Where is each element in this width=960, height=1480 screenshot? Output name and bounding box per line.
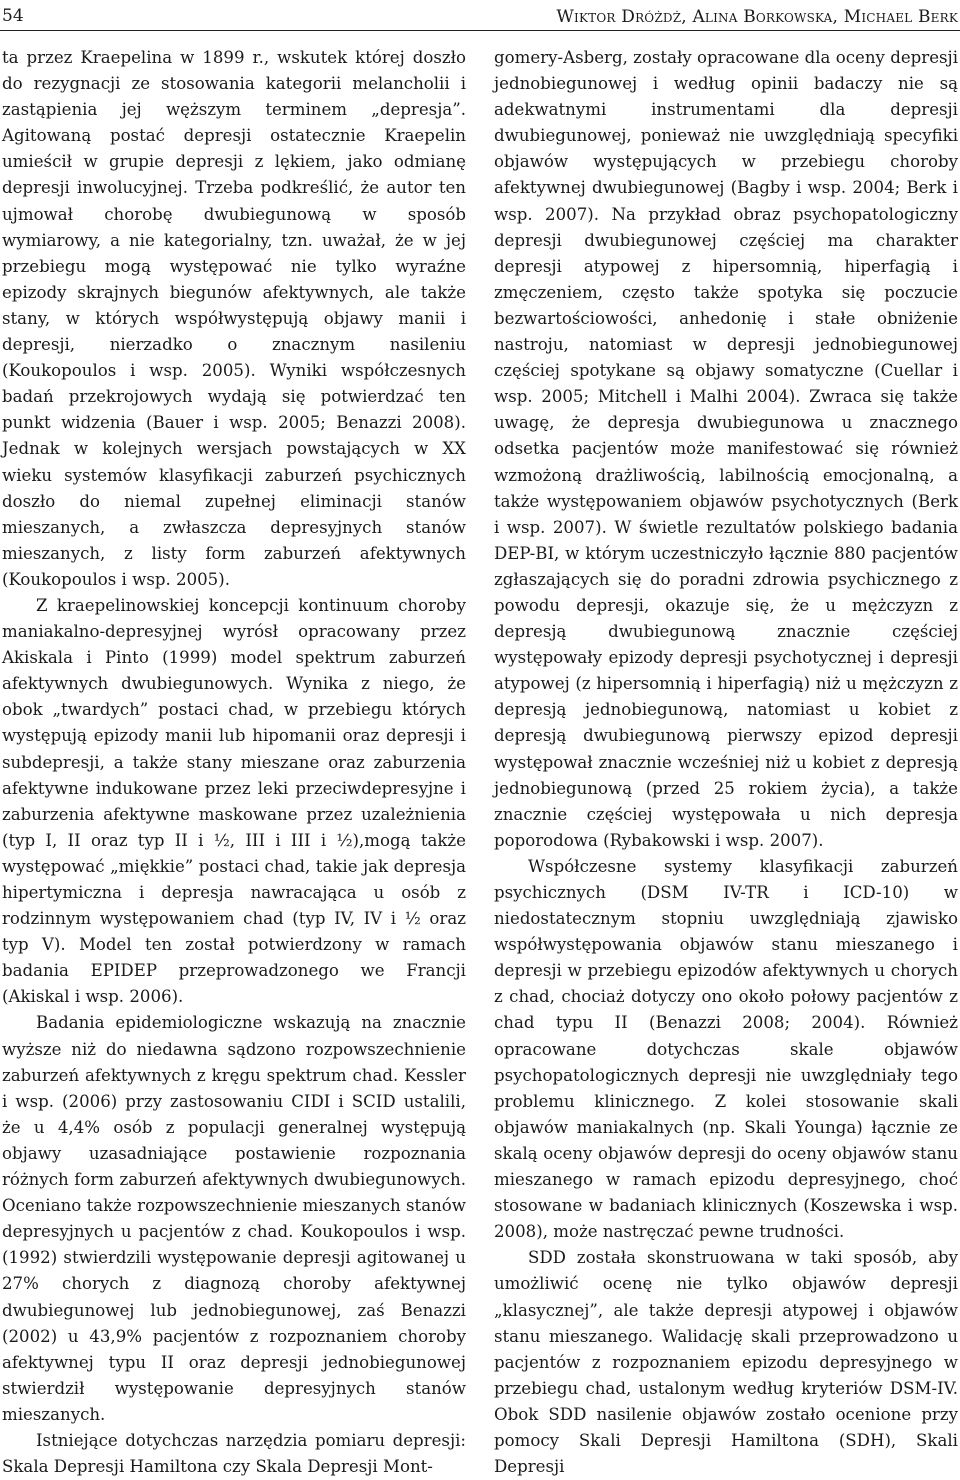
paragraph: Istniejące dotychczas narzędzia pomiaru depresji: Skala Depresji Hamiltona czy Skala Depresji Mont-	[2, 1430, 466, 1477]
paragraph: gomery-Asberg, zostały opracowane dla oceny depresji jednobiegunowej i według opinii badaczy nie są adekwatnymi instrumentami dla depresji dwubiegunowej, ponieważ nie uwzględniają specyfiki objawów występujących w przebiegu choroby afektywnej dwubiegunowej (Bagby i wsp. 2004; Berk i wsp. 2007). Na przykład obraz psychopatologiczny depresji dwubiegunowej częściej ma charakter depresji atypowej z hipersomnią, hiperfagią i zmęczeniem, często także spotyka się poczucie bezwartościowości, anhedonię i stałe obniżenie nastroju, natomiast w depresji jednobiegunowej częściej spotykane są objawy somatyczne (Cuellar i wsp. 2005; Mitchell i Malhi 2004). Zwraca się także uwagę, że depresja dwubiegunowa u znacznego odsetka pacjentów może manifestować się również wzmożoną drażliwością, labilnością emocjonalną, a także występowaniem objawów psychotycznych (Berk i wsp. 2007). W świetle rezultatów polskiego badania DEP-BI, w którym uczestniczyło łącznie 880 pacjentów zgłaszających się do poradni zdrowia psychicznego z powodu depresji, okazuje się, że u mężczyzn z depresją dwubiegunową znacznie częściej występowały epizody depresji psychotycznej i depresji atypowej (z hipersomnią i hiperfagią) niż u mężczyzn z depresją jednobiegunową, natomiast u kobiet z depresją dwubiegunową pierwszy epizod depresji występował znacznie wcześniej niż u kobiet z depresją jednobiegunową (przed 25 rokiem życia), a także znacznie częściej występowała u nich depresja poporodowa (Rybakowski i wsp. 2007).	[494, 48, 958, 850]
page-header	[0, 0, 960, 36]
paragraph: Współczesne systemy klasyfikacji zaburzeń psychicznych (DSM IV-TR i ICD-10) w niedostatecznym stopniu uwzględniają zjawisko współwystępowania objawów stanu mieszanego i depresji w przebiegu epizodów afektywnych u chorych z chad, chociaż dotyczy ono około połowy pacjentów z chad typu II (Benazzi 2008; 2004). Również opracowane dotychczas skale objawów psychopatologicznych depresji nie uwzględniały tego problemu klinicznego. Z kolei stosowanie skali objawów maniakalnych (np. Skali Younga) łącznie ze skalą oceny objawów depresji do oceny objawów stanu mieszanego w ramach epizodu depresyjnego, choć stosowane w badaniach klinicznych (Koszewska i wsp. 2008), może nastręczać pewne trudności.	[494, 856, 958, 1242]
paragraph: Z kraepelinowskiej koncepcji kontinuum choroby maniakalno-depresyjnej wyrósł opracowany przez Akiskala i Pinto (1999) model spektrum zaburzeń afektywnych dwubiegunowych. Wynika z niego, że obok „twardych” postaci chad, w przebiegu których występują epizody manii lub hipomanii oraz depresji i subdepresji, a także stany mieszane oraz zaburzenia afektywne indukowane przez leki przeciwdepresyjne i zaburzenia afektywne maskowane przez uzależnienia (typ I, II oraz typ II i ½, III i III i ½),mogą także występować „miękkie” postaci chad, takie jak depresja hipertymiczna i depresja nawracająca u osób z rodzinnym występowaniem chad (typ IV, IV i ½ oraz typ V). Model ten został potwierdzony w ramach badania EPIDEP przeprowadzonego we Francji (Akiskal i wsp. 2006).	[2, 595, 466, 1007]
right-column	[494, 45, 958, 1480]
paragraph: ta przez Kraepelina w 1899 r., wskutek której doszło do rezygnacji ze stosowania kategorii melancholii i zastąpienia jej węższym terminem „depresja”. Agitowaną postać depresji ostatecznie Kraepelin umieścił w grupie depresji z lękiem, jako odmianę depresji inwolucyjnej. Trzeba podkreślić, że autor ten ujmował chorobę dwubiegunową w sposób wymiarowy, a nie kategorialny, tzn. uważał, że w jej przebiegu mogą występować nie tylko wyraźne epizody skrajnych biegunów afektywnych, ale także stany, w których współwystępują objawy manii i depresji, nierzadko o znacznym nasileniu (Koukopoulos i wsp. 2005). Wyniki współczesnych badań przekrojowych wydają się potwierdzać ten punkt widzenia (Bauer i wsp. 2005; Benazzi 2008). Jednak w kolejnych wersjach powstających w XX wieku systemów klasyfikacji zaburzeń psychicznych doszło do niemal zupełnej eliminacji stanów mieszanych, a zwłaszcza depresyjnych stanów mieszanych, z listy form zaburzeń afektywnych (Koukopoulos i wsp. 2005).	[2, 48, 466, 589]
header-rule	[0, 30, 960, 31]
paragraph: Badania epidemiologiczne wskazują na znacznie wyższe niż do niedawna sądzono rozpowszechnienie zaburzeń afektywnych z kręgu spektrum chad. Kessler i wsp. (2006) przy zastosowaniu CIDI i SCID ustalili, że u 4,4% osób z populacji generalnej występują objawy uzasadniające postawienie rozpoznania różnych form zaburzeń afektywnych dwubiegunowych. Oceniano także rozpowszechnienie mieszanych stanów depresyjnych u pacjentów z chad. Koukopoulos i wsp. (1992) stwierdzili występowanie depresji agitowanej u 27% chorych z diagnozą choroby afektywnej dwubiegunowej lub jednobiegunowej, zaś Benazzi (2002) u 43,9% pacjentów z rozpoznaniem choroby afektywnej typu II oraz depresji jednobiegunowej stwierdził występowanie depresyjnych stanów mieszanych.	[2, 1013, 466, 1424]
paragraph: SDD została skonstruowana w taki sposób, aby umożliwić ocenę nie tylko objawów depresji „klasycznej”, ale także depresji atypowej i objawów stanu mieszanego. Walidację skali przeprowadzono u pacjentów z rozpoznaniem epizodu depresyjnego w przebiegu chad, ustalonym według kryteriów DSM-IV. Obok SDD nasilenie objawów zostało ocenione przy pomocy Skali Depresji Hamiltona (SDH), Skali Depresji	[494, 1248, 958, 1477]
running-head-authors: Wiktor Dróżdż, Alina Borkowska, Michael Berk	[556, 7, 958, 27]
left-column	[2, 45, 466, 1480]
page-number: 54	[2, 6, 24, 26]
